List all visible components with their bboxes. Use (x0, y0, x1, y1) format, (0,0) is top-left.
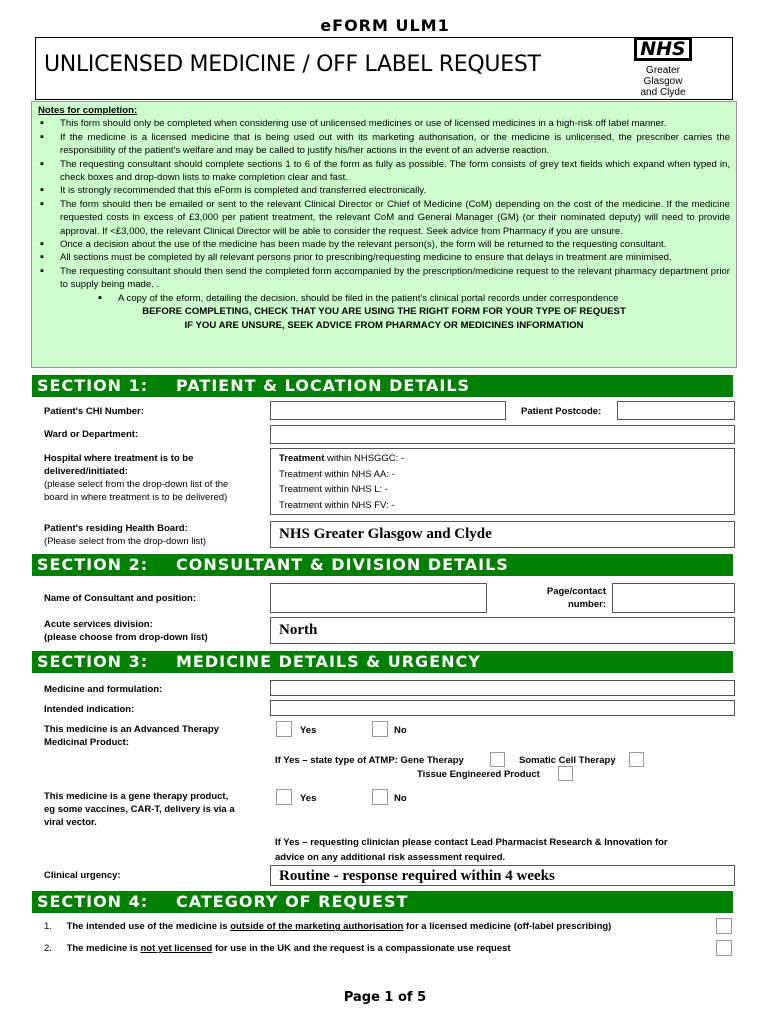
page-contact-label (500, 585, 606, 611)
tissue-engineered-checkbox[interactable] (558, 766, 573, 781)
treatment-option-text: within NHSGGC: - (324, 453, 405, 464)
nhs-badge: NHS (634, 37, 692, 61)
medicine-input[interactable] (270, 680, 735, 696)
hospital-hint: (please select from the drop-down list of the (44, 479, 229, 490)
gene-note-line: If Yes – requesting clinician please contact Lead Pharmacist Research & Innovation for (275, 837, 668, 848)
consultant-label: Name of Consultant and position: (44, 593, 196, 604)
treatment-option-bold: Treatment (279, 453, 325, 464)
board-label-text: Patient's residing Health Board: (44, 523, 188, 534)
logo-line-2: and Clyde (640, 87, 686, 98)
board-select[interactable]: NHS Greater Glasgow and Clyde (270, 521, 735, 548)
ward-label: Ward or Department: (44, 429, 139, 440)
somatic-label: Somatic Cell Therapy (519, 755, 616, 766)
category-number: 1. (44, 921, 52, 932)
urgency-label: Clinical urgency: (44, 870, 121, 881)
page-contact-label-line: Page/contact (546, 586, 606, 597)
section-number: SECTION 2: (37, 555, 149, 574)
acute-label (44, 618, 208, 644)
notes-warning-1: BEFORE COMPLETING, CHECK THAT YOU ARE USING THE RIGHT FORM FOR YOUR TYPE OF REQUEST (142, 306, 626, 318)
gene-label-line: viral vector. (44, 817, 97, 828)
consultant-input[interactable] (270, 583, 487, 613)
note-item: ▪ If the medicine is a licensed medicine that is being used out with its marketing authorisation, or the medicine is unlicensed, the prescriber carries the responsibility of the patient's welfare and may be called to justify his/her actions in the event of an adverse reaction. (38, 131, 730, 158)
gene-note-line: advice on any additional risk assessment required. (275, 852, 506, 863)
treatment-option-text: Treatment within NHS L: - (279, 484, 388, 495)
gene-label-line: eg some vaccines, CAR-T, delivery is via a (44, 804, 235, 815)
notes-panel (31, 101, 737, 368)
note-item: ▪ The form should then be emailed or sent to the relevant Clinical Director or Chief of Medicine (CoM) depending on the cost of the medicine. If the medicine requested costs in excess of £3,000 per patient treatment, the relevant CoM and General Manager (GM) (or their nominated deputy) will need to provide approval. If <£3,000, the relevant Clinical Director will be able to consider the request. Seek advice from Pharmacy if you are unsure. (38, 198, 730, 238)
gene-no-checkbox[interactable] (372, 789, 388, 805)
page-contact-label-line: number: (568, 599, 606, 610)
gene-yes-label: Yes (300, 793, 317, 804)
hospital-label-line: delivered/initiated: (44, 466, 128, 477)
hospital-select[interactable] (270, 448, 735, 515)
section-2-header (32, 554, 733, 576)
note-item: ▪ It is strongly recommended that this eForm is completed and transferred electronically. (38, 184, 730, 197)
logo-line-1: Greater Glasgow (643, 65, 683, 87)
atmp-no-checkbox[interactable] (372, 721, 388, 737)
tissue-label: Tissue Engineered Product (417, 769, 540, 780)
category-number: 2. (44, 943, 52, 954)
atmp-label-line: Medicinal Product: (44, 737, 129, 748)
category-text: for use in the UK and the request is a compassionate use request (212, 943, 511, 954)
gene-advice-note (275, 835, 668, 865)
acute-division-select[interactable]: North (270, 617, 735, 644)
treatment-option[interactable] (279, 482, 726, 498)
nhs-logo-text (626, 65, 700, 98)
postcode-input[interactable] (617, 401, 735, 420)
hospital-label (44, 452, 228, 504)
atmp-no-label: No (394, 725, 407, 736)
category-item (44, 920, 611, 933)
category-2-checkbox[interactable] (716, 940, 732, 956)
note-sub-item: ▪ A copy of the eform, detailing the decision, should be filed in the patient's clinical portal records under correspondence (38, 292, 730, 305)
gene-yes-checkbox[interactable] (276, 789, 292, 805)
board-hint: (Please select from the drop-down list) (44, 536, 207, 547)
section-title: CATEGORY OF REQUEST (176, 892, 409, 911)
treatment-option[interactable] (279, 467, 726, 483)
acute-label-line: (please choose from drop-down list) (44, 632, 208, 643)
category-text-underlined: outside of the marketing authorisation (230, 921, 404, 932)
category-text: The intended use of the medicine is (66, 921, 231, 932)
atmp-yes-checkbox[interactable] (276, 721, 292, 737)
hospital-label-line: Hospital where treatment is to be (44, 453, 194, 464)
category-text: The medicine is (66, 943, 141, 954)
treatment-option[interactable] (279, 451, 726, 467)
section-title: PATIENT & LOCATION DETAILS (176, 376, 471, 395)
page-title: UNLICENSED MEDICINE / OFF LABEL REQUEST (44, 52, 541, 77)
category-text: for a licensed medicine (off-label prescribing) (403, 921, 612, 932)
notes-warning-2: IF YOU ARE UNSURE, SEEK ADVICE FROM PHARMACY OR MEDICINES INFORMATION (184, 319, 584, 331)
atmp-label-line: This medicine is an Advanced Therapy (44, 724, 219, 735)
treatment-option-text: Treatment within NHS FV: - (279, 499, 395, 511)
chi-label: Patient's CHI Number: (44, 406, 144, 417)
category-text-underlined: not yet licensed (140, 943, 213, 954)
notes-heading: Notes for completion: (38, 105, 138, 116)
note-item: ▪ The requesting consultant should complete sections 1 to 6 of the form as fully as possible. The form consists of grey text fields which expand when typed in, check boxes and drop-down lists to make completion clear and fast. (38, 158, 730, 185)
ward-input[interactable] (270, 425, 735, 444)
gene-therapy-checkbox[interactable] (490, 752, 505, 767)
page-number: Page 1 of 5 (343, 990, 427, 1005)
nhs-logo (626, 37, 700, 98)
indication-input[interactable] (270, 700, 735, 716)
section-title: MEDICINE DETAILS & URGENCY (176, 652, 481, 671)
section-title: CONSULTANT & DIVISION DETAILS (176, 555, 509, 574)
note-item: ▪ The requesting consultant should then send the completed form accompanied by the prescription/medicine request to the relevant pharmacy department prior to supply being made. . (38, 265, 730, 292)
note-item: ▪ Once a decision about the use of the medicine has been made by the relevant person(s), the form will be returned to the requesting consultant. (38, 238, 730, 251)
note-item: ▪ This form should only be completed when considering use of unlicensed medicines or use of licensed medicines in a high-risk off label manner. (38, 117, 730, 130)
gene-no-label: No (394, 793, 407, 804)
postcode-label: Patient Postcode: (521, 406, 602, 417)
atmp-label (44, 723, 219, 749)
gene-therapy-label (44, 790, 235, 829)
section-number: SECTION 4: (37, 892, 149, 911)
section-number: SECTION 1: (37, 376, 149, 395)
hospital-hint: board in where treatment is to be delivered) (44, 492, 228, 503)
form-code: eFORM ULM1 (320, 16, 450, 35)
treatment-option[interactable] (279, 498, 726, 514)
page-contact-input[interactable] (612, 583, 735, 613)
atmp-yes-label: Yes (300, 725, 317, 736)
treatment-option-text: Treatment within NHS AA: - (279, 468, 395, 480)
note-item: ▪ All sections must be completed by all relevant persons prior to prescribing/requesting medicine to ensure that delays in treatment are minimised. (38, 251, 730, 264)
medicine-label: Medicine and formulation: (44, 684, 163, 695)
category-item (44, 942, 511, 955)
section-1-header (32, 375, 733, 397)
category-1-checkbox[interactable] (716, 918, 732, 934)
section-4-header (32, 891, 733, 913)
board-label (44, 522, 206, 548)
somatic-cell-checkbox[interactable] (629, 752, 644, 767)
chi-input[interactable] (270, 401, 506, 420)
title-box (35, 37, 733, 100)
section-number: SECTION 3: (37, 652, 149, 671)
acute-label-line: Acute services division: (44, 619, 153, 630)
urgency-select[interactable]: Routine - response required within 4 weeks (270, 865, 735, 886)
gene-label-line: This medicine is a gene therapy product, (44, 791, 229, 802)
section-3-header (32, 651, 733, 673)
indication-label: Intended indication: (44, 704, 135, 715)
atmp-type-label: If Yes – state type of ATMP: Gene Therapy (275, 755, 464, 766)
